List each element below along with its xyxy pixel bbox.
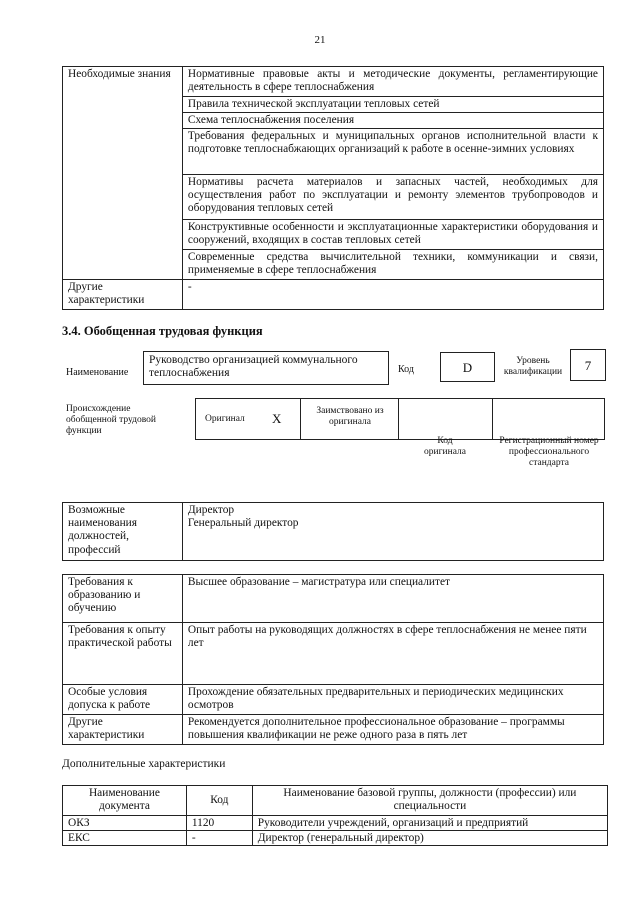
code-value: D (440, 352, 495, 382)
position-item: Генеральный директор (187, 517, 299, 530)
origin-label: Происхождение обобщенной трудовой функции (66, 404, 156, 436)
other-value: - (182, 280, 603, 310)
row-doc: ОКЗ (63, 816, 187, 831)
row-code: - (186, 831, 252, 846)
row-name: Руководители учреждений, организаций и предприятий (252, 816, 607, 831)
row-name: Директор (генеральный директор) (252, 831, 607, 846)
table-row (63, 831, 608, 846)
requirements-table (62, 574, 604, 745)
table-row (63, 816, 608, 831)
code-orig-caption: Код оригинала (424, 436, 466, 457)
knowledge-item: Правила технической эксплуатации тепловых сетей (182, 97, 603, 113)
requirement-label: Другие характеристики (63, 715, 183, 745)
requirement-label: Требования к образованию и обучению (63, 575, 183, 623)
knowledge-item: Схема теплоснабжения поселения (182, 113, 603, 129)
positions-label: Возможные наименования должностей, профессий (63, 503, 183, 561)
original-mark: X (272, 411, 282, 426)
requirement-value: Опыт работы на руководящих должностях в сфере теплоснабжения не менее пяти лет (182, 623, 603, 685)
header-code: Код (186, 786, 252, 816)
knowledge-item: Нормативные правовые акты и методические документы, регламентирующие деятельность в сфере теплоснабжения (182, 67, 603, 97)
knowledge-item: Современные средства вычислительной техники, коммуникации и связи, применяемые в сфере теплоснабжения (182, 250, 603, 280)
knowledge-item: Конструктивные особенности и эксплуатационные характеристики оборудования и сооружений, входящих в состав тепловых сетей (182, 220, 603, 250)
borrowed-label: Заимствовано из оригинала (316, 406, 384, 427)
row-code: 1120 (186, 816, 252, 831)
positions-table (62, 502, 604, 561)
requirement-value: Рекомендуется дополнительное профессиональное образование – программы повышения квалификации не реже одного раза в пять лет (182, 715, 603, 745)
original-label: Оригинал (205, 414, 245, 424)
knowledge-item: Нормативы расчета материалов и запасных частей, необходимых для осуществления работ по эксплуатации и ремонту элементов трубопроводов и оборудования тепловых сетей (182, 175, 603, 220)
row-doc: ЕКС (63, 831, 187, 846)
level-label: Уровень квалификации (503, 356, 563, 377)
position-item: Директор (187, 504, 235, 516)
requirement-label: Требования к опыту практической работы (63, 623, 183, 685)
header-name: Наименование базовой группы, должности (профессии) или специальности (252, 786, 607, 816)
origin-table (195, 398, 605, 440)
knowledge-label: Необходимые знания (63, 67, 183, 280)
code-label: Код (398, 364, 414, 375)
requirement-value: Прохождение обязательных предварительных и периодических медицинских осмотров (182, 685, 603, 715)
requirement-label: Особые условия допуска к работе (63, 685, 183, 715)
knowledge-item: Требования федеральных и муниципальных органов исполнительной власти к подготовке теплоснабжающих организаций к работе в осенне-зимних условиях (182, 129, 603, 175)
level-value: 7 (570, 349, 606, 381)
requirement-value: Высшее образование – магистратура или специалитет (182, 575, 603, 623)
section-title: 3.4. Обобщенная трудовая функция (62, 324, 263, 338)
page-number: 21 (314, 34, 326, 46)
name-value: Руководство организацией коммунального теплоснабжения (143, 351, 389, 385)
header-document: Наименование документа (63, 786, 187, 816)
knowledge-table (62, 66, 604, 310)
other-label: Другие характеристики (63, 280, 183, 310)
reg-caption: Регистрационный номер профессионального стандарта (499, 436, 599, 468)
additional-table (62, 785, 608, 846)
name-label: Наименование (66, 367, 129, 378)
additional-title: Дополнительные характеристики (62, 758, 226, 770)
